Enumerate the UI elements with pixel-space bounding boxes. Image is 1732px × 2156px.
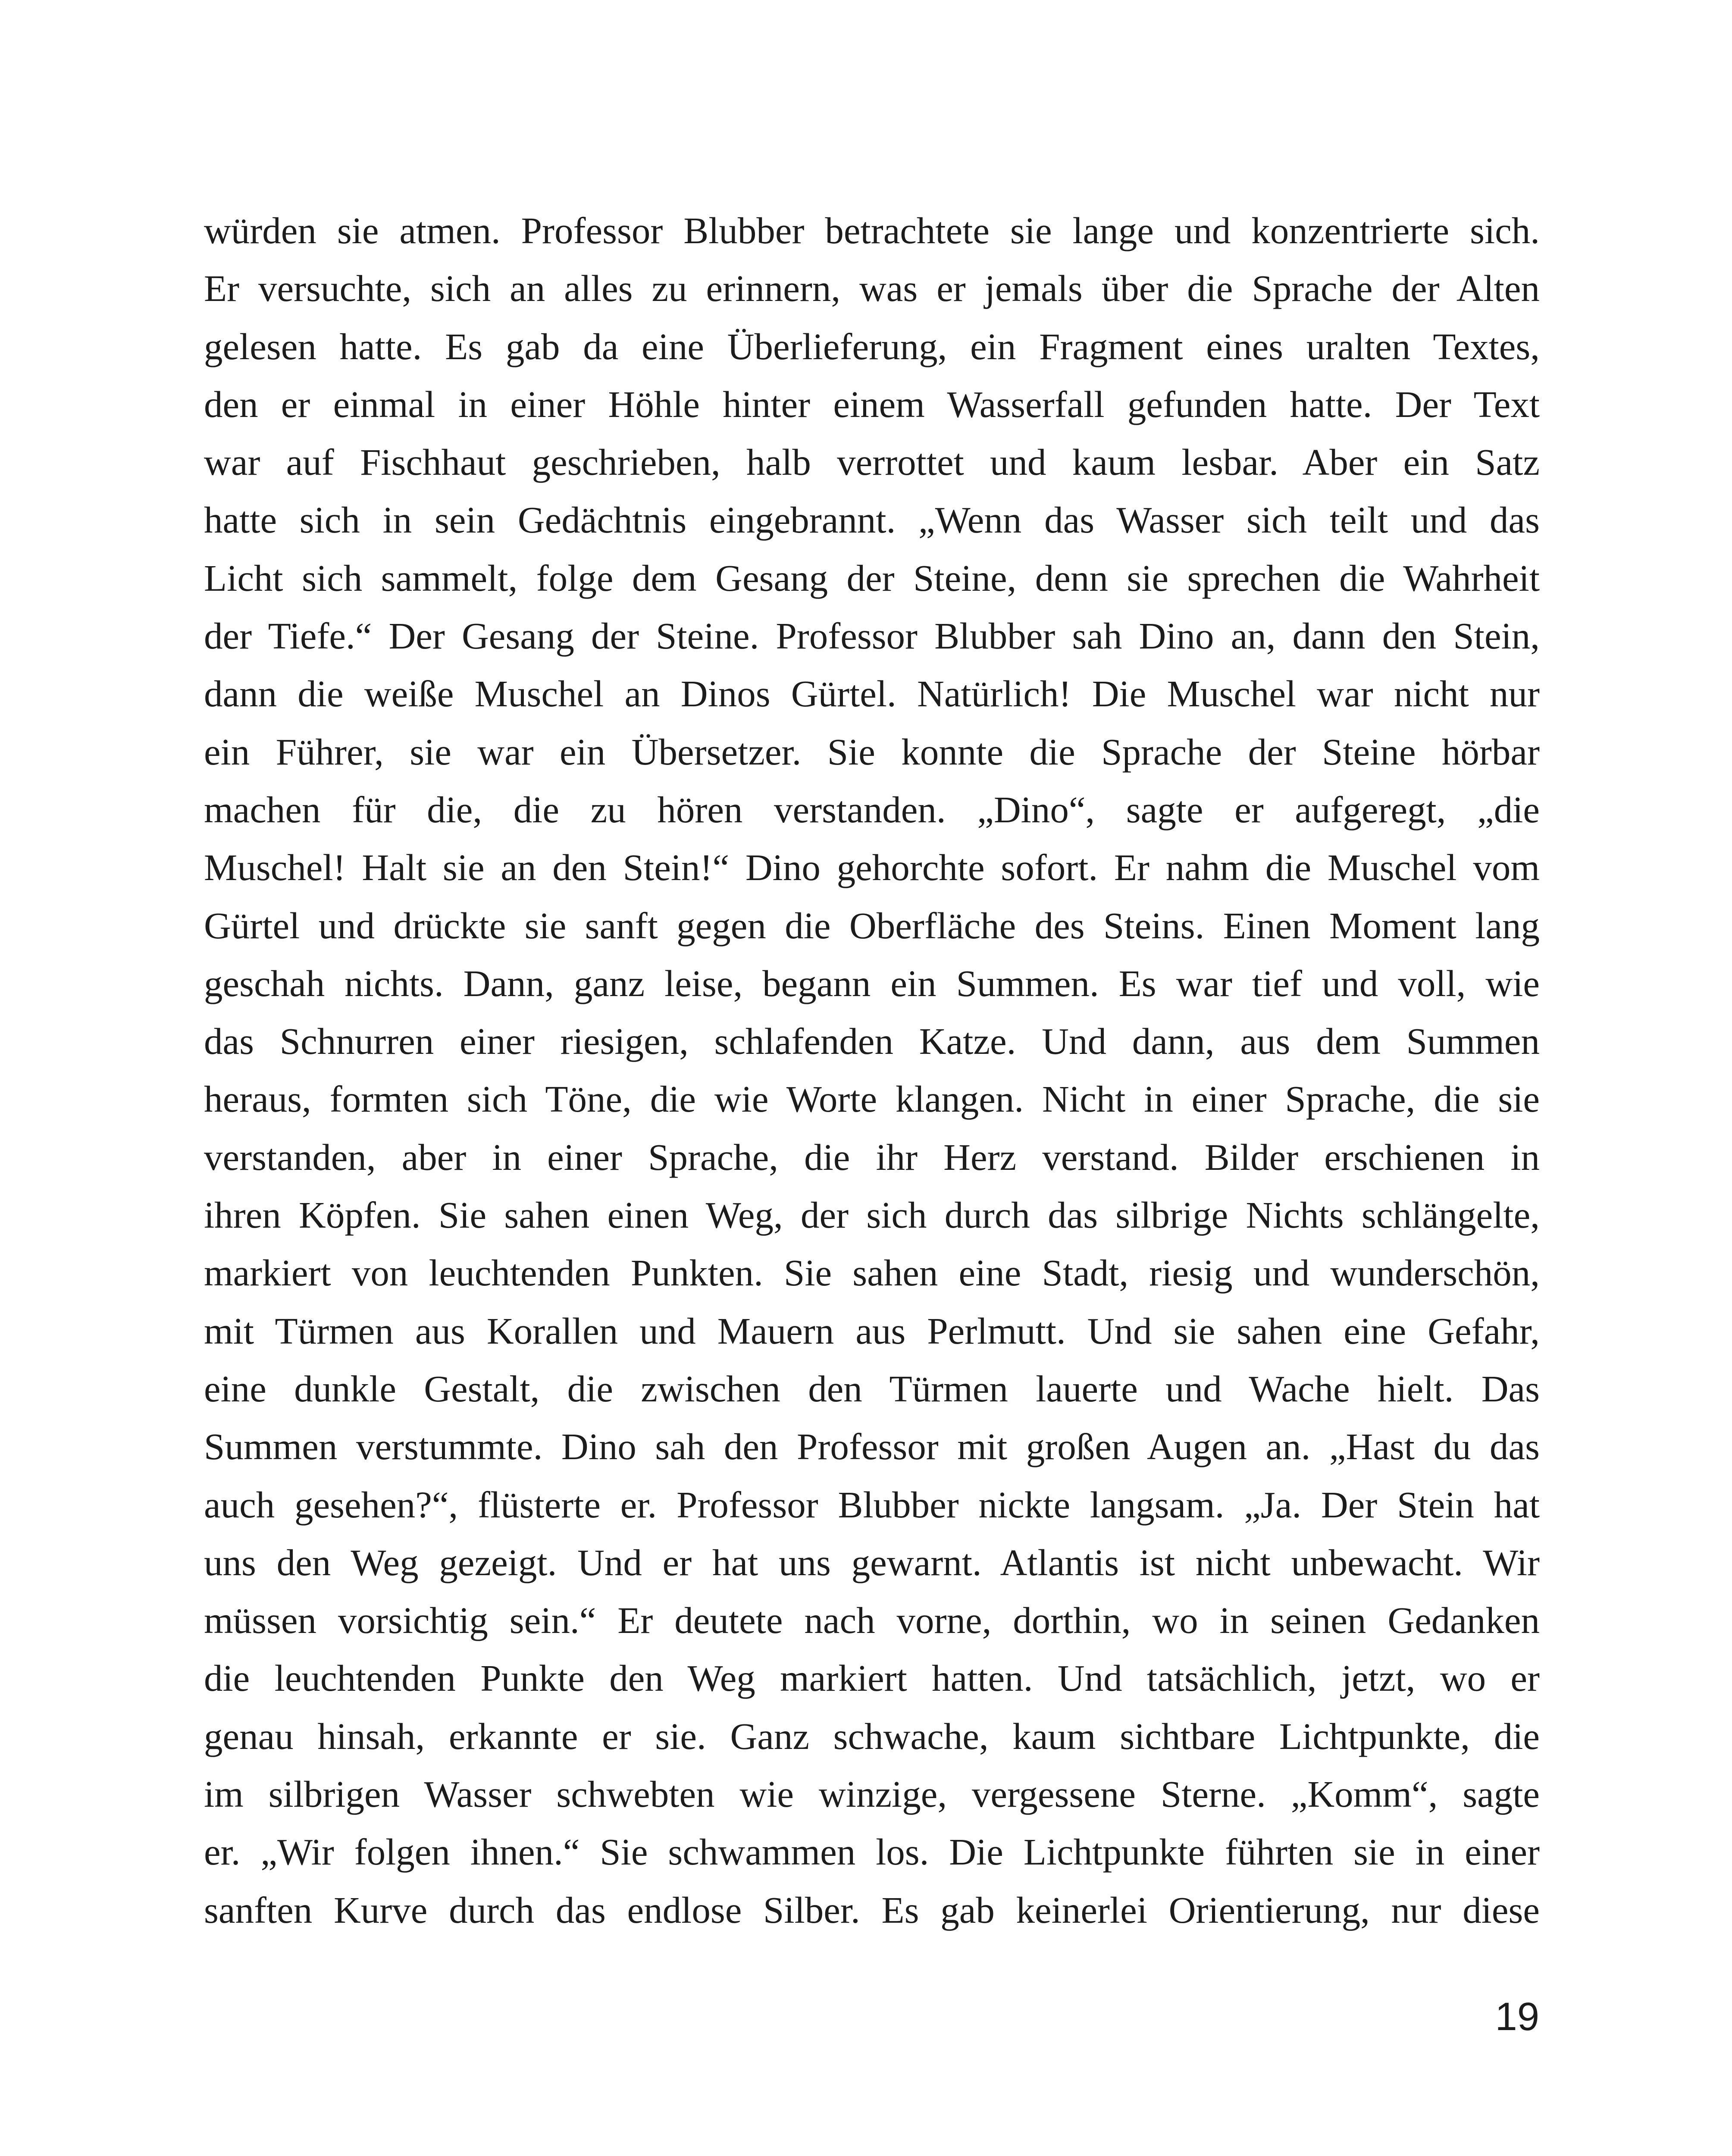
text-line: markiert von leuchtenden Punkten. Sie sahen eine Stadt, riesig und wunderschön, bbox=[204, 1252, 1540, 1294]
text-line: er. „Wir folgen ihnen.“ Sie schwammen los. Die Lichtpunkte führten sie in einer bbox=[204, 1831, 1540, 1873]
text-line: dann die weiße Muschel an Dinos Gürtel. Natürlich! Die Muschel war nicht nur bbox=[204, 673, 1540, 715]
text-line: ihren Köpfen. Sie sahen einen Weg, der sich durch das silbrige Nichts schlängelte, bbox=[204, 1194, 1540, 1236]
text-line: Er versuchte, sich an alles zu erinnern, was er jemals über die Sprache der Alten bbox=[204, 267, 1540, 310]
page-number: 19 bbox=[1495, 1995, 1539, 2039]
text-line: Gürtel und drückte sie sanft gegen die Oberfläche des Steins. Einen Moment lang bbox=[204, 904, 1540, 946]
text-line: gelesen hatte. Es gab da eine Überlieferung, ein Fragment eines uralten Textes, bbox=[204, 325, 1540, 367]
text-line: eine dunkle Gestalt, die zwischen den Türmen lauerte und Wache hielt. Das bbox=[204, 1367, 1540, 1410]
text-line: heraus, formten sich Töne, die wie Worte klangen. Nicht in einer Sprache, die sie bbox=[204, 1078, 1540, 1120]
text-line: hatte sich in sein Gedächtnis eingebrannt. „Wenn das Wasser sich teilt und das bbox=[204, 499, 1540, 541]
text-line: der Tiefe.“ Der Gesang der Steine. Professor Blubber sah Dino an, dann den Stein, bbox=[204, 615, 1540, 657]
text-line: im silbrigen Wasser schwebten wie winzige, vergessene Sterne. „Komm“, sagte bbox=[204, 1773, 1540, 1815]
text-line: den er einmal in einer Höhle hinter einem Wasserfall gefunden hatte. Der Text bbox=[204, 383, 1540, 425]
text-line: uns den Weg gezeigt. Und er hat uns gewarnt. Atlantis ist nicht unbewacht. Wir bbox=[204, 1541, 1540, 1583]
text-line: auch gesehen?“, flüsterte er. Professor Blubber nickte langsam. „Ja. Der Stein hat bbox=[204, 1483, 1540, 1526]
text-line: machen für die, die zu hören verstanden. „Dino“, sagte er aufgeregt, „die bbox=[204, 788, 1540, 830]
text-line: ein Führer, sie war ein Übersetzer. Sie konnte die Sprache der Steine hörbar bbox=[204, 730, 1540, 773]
text-line: das Schnurren einer riesigen, schlafenden Katze. Und dann, aus dem Summen bbox=[204, 1020, 1540, 1062]
text-line: würden sie atmen. Professor Blubber betrachtete sie lange und konzentrierte sich. bbox=[204, 210, 1540, 251]
text-line: mit Türmen aus Korallen und Mauern aus Perlmutt. Und sie sahen eine Gefahr, bbox=[204, 1310, 1540, 1352]
text-line: war auf Fischhaut geschrieben, halb verrottet und kaum lesbar. Aber ein Satz bbox=[204, 441, 1540, 483]
text-line: genau hinsah, erkannte er sie. Ganz schwache, kaum sichtbare Lichtpunkte, die bbox=[204, 1715, 1540, 1757]
text-line: Muschel! Halt sie an den Stein!“ Dino gehorchte sofort. Er nahm die Muschel vom bbox=[204, 846, 1540, 889]
text-line: verstanden, aber in einer Sprache, die ihr Herz verstand. Bilder erschienen in bbox=[204, 1136, 1540, 1178]
text-line: sanften Kurve durch das endlose Silber. Es gab keinerlei Orientierung, nur diese bbox=[204, 1889, 1540, 1931]
text-line: geschah nichts. Dann, ganz leise, begann ein Summen. Es war tief und voll, wie bbox=[204, 962, 1540, 1004]
text-line: Summen verstummte. Dino sah den Professor mit großen Augen an. „Hast du das bbox=[204, 1426, 1540, 1468]
text-line: müssen vorsichtig sein.“ Er deutete nach vorne, dorthin, wo in seinen Gedanken bbox=[204, 1599, 1540, 1642]
text-line: die leuchtenden Punkte den Weg markiert hatten. Und tatsächlich, jetzt, wo er bbox=[204, 1657, 1540, 1699]
text-line: Licht sich sammelt, folge dem Gesang der Steine, denn sie sprechen die Wahrheit bbox=[204, 557, 1540, 599]
body-text bbox=[204, 202, 1540, 1939]
